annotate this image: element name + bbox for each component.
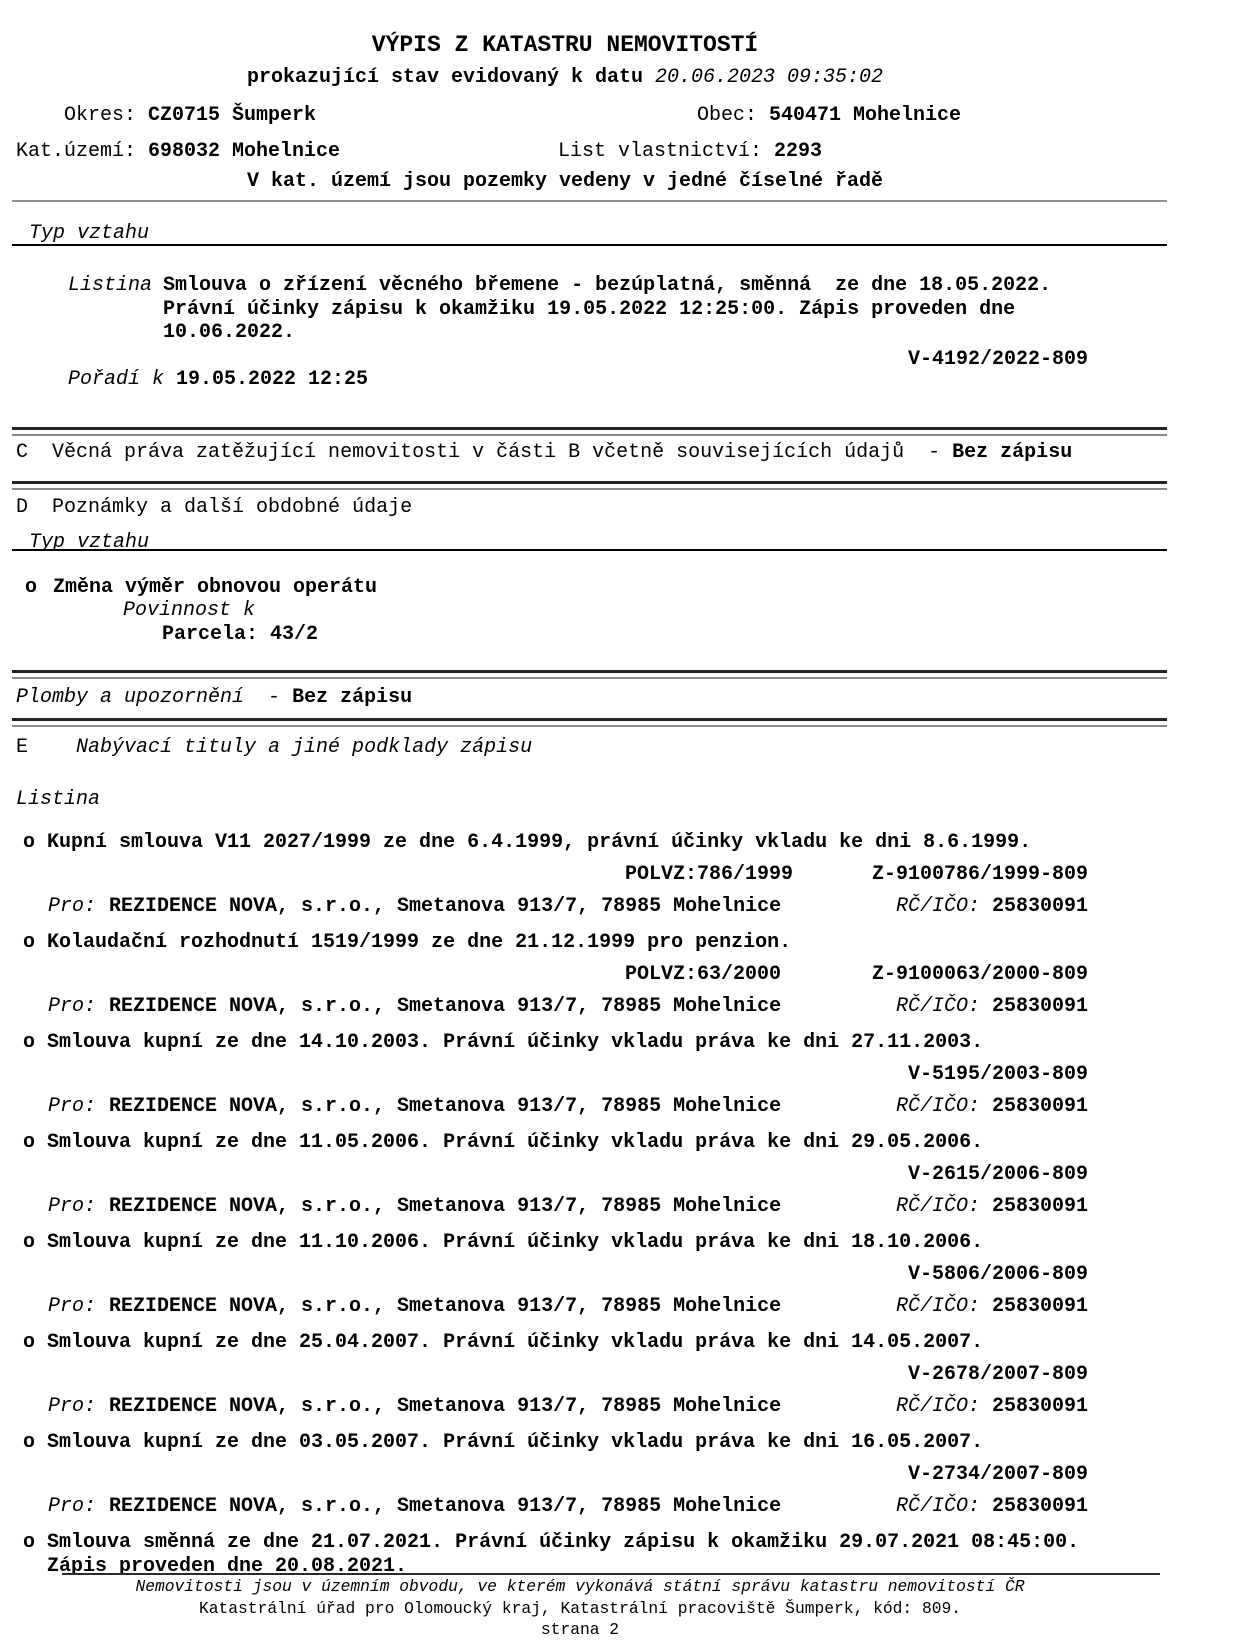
entry-title-row <box>0 1131 1240 1154</box>
entry-title-row <box>0 831 1240 854</box>
entry-bullet: o <box>23 1531 36 1554</box>
entry-title: Smlouva kupní ze dne 11.05.2006. Právní účinky vkladu práva ke dni 29.05.2006. <box>47 1131 984 1154</box>
section-c-dash: - <box>928 441 941 464</box>
pro-label: Pro: <box>48 1295 97 1318</box>
section-c-letter: C <box>16 441 29 464</box>
entry-ref-row <box>0 1463 1240 1486</box>
entry-ref-row <box>0 1363 1240 1386</box>
obec-field <box>697 104 961 127</box>
entry-title: Smlouva kupní ze dne 11.10.2006. Právní účinky vkladu práva ke dni 18.10.2006. <box>47 1231 984 1254</box>
plomby-value: Bez zápisu <box>292 686 413 709</box>
page-number: strana 2 <box>540 1620 620 1639</box>
entry-pro-row <box>0 1395 1240 1418</box>
section-e-title: Nabývací tituly a jiné podklady zápisu <box>76 736 533 759</box>
poradi-row <box>68 370 368 390</box>
pro-label: Pro: <box>48 1095 97 1118</box>
footer-office: Katastrální úřad pro Olomoucký kraj, Katastrální pracoviště Šumperk, kód: 809. <box>198 1599 962 1618</box>
entry-bullet: o <box>23 1431 36 1454</box>
entry-bullet: o <box>23 1331 36 1354</box>
rc-ico-value: 25830091 <box>991 1495 1088 1518</box>
pro-value: REZIDENCE NOVA, s.r.o., Smetanova 913/7, 78985 Mohelnice <box>109 1295 782 1318</box>
footer-note: Nemovitosti jsou v územním obvodu, ve kterém vykonává státní správu katastru nemovitostí ČR <box>135 1577 1025 1596</box>
section-divider <box>12 481 1167 490</box>
rc-ico-label: RČ/IČO: <box>895 1395 980 1418</box>
plomby-label: Plomby a upozornění <box>16 686 245 709</box>
section-divider <box>12 427 1167 436</box>
rc-ico-label: RČ/IČO: <box>895 1095 980 1118</box>
entry-pro-row <box>0 1495 1240 1518</box>
entry-polvz: POLVZ:786/1999 <box>625 863 794 886</box>
entry-title: Smlouva kupní ze dne 14.10.2003. Právní účinky vkladu práva ke dni 27.11.2003. <box>47 1031 984 1054</box>
entry-ref-row <box>0 1263 1240 1286</box>
entry-pro-row <box>0 1095 1240 1118</box>
okres-field <box>64 104 316 127</box>
typ-vztahu-label: Typ vztahu <box>29 531 150 554</box>
pro-label: Pro: <box>48 1495 97 1518</box>
typ-vztahu-label: Typ vztahu <box>29 222 150 245</box>
okres-value: CZ0715 Šumperk <box>148 104 317 127</box>
entry-title-row <box>0 1531 1240 1554</box>
section-divider <box>12 670 1167 679</box>
katuzemi-list-row <box>0 140 1240 163</box>
entry-bullet: o <box>23 931 36 954</box>
entry-ref-row <box>0 1163 1240 1186</box>
obec-label: Obec: <box>697 104 758 127</box>
entry-title-row <box>0 1231 1240 1254</box>
divider <box>12 244 1167 246</box>
kat-uzemi-field <box>16 140 340 163</box>
entry-pro-row <box>0 1295 1240 1318</box>
entry-pro-row <box>0 895 1240 918</box>
obec-value: 540471 Mohelnice <box>769 104 962 127</box>
pro-value: REZIDENCE NOVA, s.r.o., Smetanova 913/7, 78985 Mohelnice <box>109 1395 782 1418</box>
page-title: VÝPIS Z KATASTRU NEMOVITOSTÍ <box>371 32 759 58</box>
divider <box>12 200 1167 202</box>
section-c-header <box>16 443 1072 463</box>
entry-polvz: POLVZ:63/2000 <box>625 963 782 986</box>
subtitle-label: prokazující stav evidovaný k datu <box>246 66 644 89</box>
parcela-value: Parcela: 43/2 <box>162 623 319 646</box>
subtitle <box>0 68 1130 88</box>
section-e-letter: E <box>16 736 29 759</box>
listina-line: 10.06.2022. <box>163 321 296 344</box>
document-ref: V-4192/2022-809 <box>907 348 1088 371</box>
rc-ico-field <box>896 1495 1088 1518</box>
entry-ref: Z-9100063/2000-809 <box>871 963 1088 986</box>
section-d-letter: D <box>16 496 29 519</box>
rc-ico-field <box>896 1095 1088 1118</box>
rc-ico-value: 25830091 <box>991 895 1088 918</box>
kat-uzemi-label: Kat.území: <box>16 140 137 163</box>
entry-title-row <box>0 1431 1240 1454</box>
rc-ico-value: 25830091 <box>991 995 1088 1018</box>
poradi-value: 19.05.2022 12:25 <box>176 368 369 391</box>
entry-pro-row <box>0 995 1240 1018</box>
pro-label: Pro: <box>48 995 97 1018</box>
poradi-label: Pořadí k <box>68 368 165 391</box>
listina-ref-row <box>0 348 1240 371</box>
entry-ref: Z-9100786/1999-809 <box>871 863 1088 886</box>
pro-value: REZIDENCE NOVA, s.r.o., Smetanova 913/7, 78985 Mohelnice <box>109 1195 782 1218</box>
list-vlastnictvi-value: 2293 <box>774 140 823 163</box>
divider <box>12 549 1167 551</box>
pro-value: REZIDENCE NOVA, s.r.o., Smetanova 913/7, 78985 Mohelnice <box>109 995 782 1018</box>
entry-title: Smlouva směnná ze dne 21.07.2021. Právní účinky zápisu k okamžiku 29.07.2021 08:45:00. <box>47 1531 1080 1554</box>
rc-ico-label: RČ/IČO: <box>895 895 980 918</box>
entry-bullet: o <box>23 1131 36 1154</box>
entry-ref: V-5806/2006-809 <box>907 1263 1088 1286</box>
rc-ico-label: RČ/IČO: <box>895 1495 980 1518</box>
rc-ico-field <box>896 1195 1088 1218</box>
entry-title-row <box>0 931 1240 954</box>
pro-label: Pro: <box>48 1195 97 1218</box>
plomby-dash: - <box>268 686 281 709</box>
entry-ref: V-2734/2007-809 <box>907 1463 1088 1486</box>
subtitle-datetime: 20.06.2023 09:35:02 <box>655 66 884 89</box>
entry-bullet: o <box>23 1031 36 1054</box>
rc-ico-field <box>896 995 1088 1018</box>
entry-title: Smlouva kupní ze dne 03.05.2007. Právní účinky vkladu práva ke dni 16.05.2007. <box>47 1431 984 1454</box>
pro-value: REZIDENCE NOVA, s.r.o., Smetanova 913/7, 78985 Mohelnice <box>109 895 782 918</box>
listina-line: Právní účinky zápisu k okamžiku 19.05.2022 12:25:00. Zápis proveden dne <box>163 298 1016 321</box>
list-vlastnictvi-label: List vlastnictví: <box>558 140 763 163</box>
entry-ref: V-2615/2006-809 <box>907 1163 1088 1186</box>
section-d-title: Poznámky a další obdobné údaje <box>52 496 413 519</box>
rc-ico-label: RČ/IČO: <box>895 1195 980 1218</box>
okres-obec-row <box>0 104 1240 127</box>
listina-label: Listina <box>68 274 153 297</box>
entry-title: Kupní smlouva V11 2027/1999 ze dne 6.4.1999, právní účinky vkladu ke dni 8.6.1999. <box>47 831 1032 854</box>
listina-label: Listina <box>16 788 101 811</box>
plomby-row <box>16 688 412 708</box>
rc-ico-value: 25830091 <box>991 1295 1088 1318</box>
rc-ico-value: 25830091 <box>991 1395 1088 1418</box>
entry-title-row <box>0 1031 1240 1054</box>
kat-uzemi-value: 698032 Mohelnice <box>148 140 341 163</box>
listina-line: Smlouva o zřízení věcného břemene - bezúplatná, směnná ze dne 18.05.2022. <box>163 274 1052 297</box>
rc-ico-field <box>896 1395 1088 1418</box>
rc-ico-label: RČ/IČO: <box>895 1295 980 1318</box>
item-bullet: o <box>25 576 38 599</box>
entry-bullet: o <box>23 1231 36 1254</box>
section-e-header <box>16 738 532 758</box>
pro-value: REZIDENCE NOVA, s.r.o., Smetanova 913/7, 78985 Mohelnice <box>109 1095 782 1118</box>
entry-ref: V-2678/2007-809 <box>907 1363 1088 1386</box>
povinnost-label: Povinnost k <box>123 599 256 622</box>
section-divider <box>12 718 1167 727</box>
pro-value: REZIDENCE NOVA, s.r.o., Smetanova 913/7, 78985 Mohelnice <box>109 1495 782 1518</box>
entry-title: Zápis proveden dne 20.08.2021. <box>47 1555 408 1578</box>
entry-title-row <box>0 1555 1240 1578</box>
rc-ico-field <box>896 1295 1088 1318</box>
d-item-title-row <box>0 576 1240 599</box>
list-vlastnictvi-field <box>558 140 822 163</box>
entry-ref-row <box>0 1063 1240 1086</box>
entry-ref-row <box>0 863 1240 886</box>
entry-pro-row <box>0 1195 1240 1218</box>
section-d-header <box>16 498 412 518</box>
d-item-title: Změna výměr obnovou operátu <box>53 576 378 599</box>
footer-divider <box>62 1573 1160 1575</box>
section-c-title: Věcná práva zatěžující nemovitosti v části B včetně souvisejících údajů <box>52 441 905 464</box>
entry-ref-row <box>0 963 1240 986</box>
rc-ico-value: 25830091 <box>991 1195 1088 1218</box>
entry-title: Kolaudační rozhodnutí 1519/1999 ze dne 21.12.1999 pro penzion. <box>47 931 792 954</box>
rc-ico-field <box>896 895 1088 918</box>
okres-label: Okres: <box>64 104 137 127</box>
header-note: V kat. území jsou pozemky vedeny v jedné číselné řadě <box>246 170 884 193</box>
entry-title: Smlouva kupní ze dne 25.04.2007. Právní účinky vkladu práva ke dni 14.05.2007. <box>47 1331 984 1354</box>
entry-ref: V-5195/2003-809 <box>907 1063 1088 1086</box>
section-c-value: Bez zápisu <box>952 441 1073 464</box>
entry-bullet: o <box>23 831 36 854</box>
pro-label: Pro: <box>48 1395 97 1418</box>
rc-ico-label: RČ/IČO: <box>895 995 980 1018</box>
pro-label: Pro: <box>48 895 97 918</box>
rc-ico-value: 25830091 <box>991 1095 1088 1118</box>
entry-title-row <box>0 1331 1240 1354</box>
